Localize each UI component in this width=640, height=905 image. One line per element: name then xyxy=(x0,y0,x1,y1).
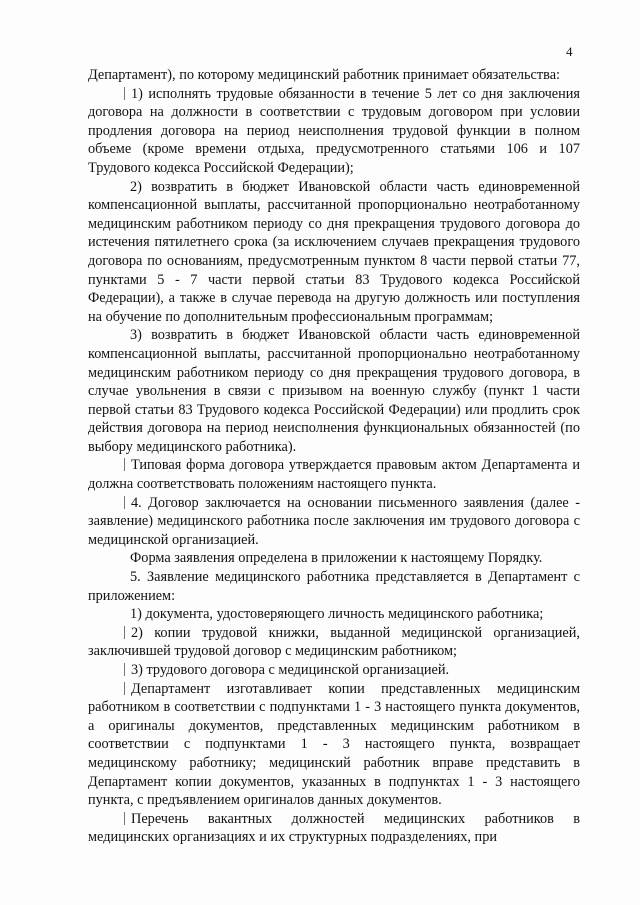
margin-mark xyxy=(124,626,125,639)
margin-mark xyxy=(124,458,125,471)
paragraph xyxy=(88,568,580,605)
document-body xyxy=(88,66,580,847)
paragraph xyxy=(88,178,580,327)
margin-mark xyxy=(124,496,125,509)
paragraph xyxy=(88,605,580,624)
paragraph xyxy=(88,680,580,810)
paragraph-text: 4. Договор заключается на основании письменного заявления (далее - заявление) медицинского работника после заключения им трудового договора с медицинской организацией. xyxy=(88,494,580,548)
paragraph-text: Перечень вакантных должностей медицинских работников в медицинских организациях и их структурных подразделениях, при xyxy=(88,810,580,846)
paragraph-text: Департамент), по которому медицинский работник принимает обязательства: xyxy=(88,67,561,83)
paragraph-text: 3) трудового договора с медицинской организацией. xyxy=(131,662,450,678)
paragraph-text: Типовая форма договора утверждается правовым актом Департамента и должна соответствовать положениям настоящего пункта. xyxy=(88,457,580,493)
paragraph xyxy=(88,494,580,550)
margin-mark xyxy=(124,87,125,100)
paragraph xyxy=(88,326,580,456)
paragraph-text: 2) возвратить в бюджет Ивановской области часть единовременной компенсационной выплаты, рассчитанной пропорционально неотработанному медицинским работником периоду со дня прекращения трудового договора до истечения пятилетнего срока (за исключением случаев прекращения трудового договора по основаниям, предусмотренным пунктом 8 части первой статьи 77, пунктами 5 - 7 части первой статьи 83 Трудового кодекса Российской Федерации), а также в случае перевода на другую должность или поступления на обучение по дополнительным профессиональным программам; xyxy=(88,178,580,325)
paragraph xyxy=(88,456,580,493)
margin-mark xyxy=(124,812,125,825)
paragraph xyxy=(88,66,580,85)
paragraph-text: Департамент изготавливает копии представленных медицинским работником в соответствии с подпунктами 1 - 3 настоящего пункта документов, а оригиналы документов, представленных медицинским работником в соответствии с подпунктами 1 - 3 настоящего пункта, возвращает медицинскому работнику; медицинский работник вправе представить в Департамент копии документов, указанных в подпунктах 1 - 3 настоящего пункта, с предъявлением оригиналов данных документов. xyxy=(88,680,580,809)
paragraph-text: 5. Заявление медицинского работника представляется в Департамент с приложением: xyxy=(88,569,580,604)
paragraph-text: 2) копии трудовой книжки, выданной медицинской организацией, заключившей трудовой договор с медицинским работником; xyxy=(88,624,580,660)
paragraph-text: 1) исполнять трудовые обязанности в течение 5 лет со дня заключения договора на должности в соответствии с трудовым договором при условии продления договора на период неисполнения трудовой функции в полном объеме (кроме времени отдыха, предусмотренного статьями 106 и 107 Трудового кодекса Российской Федерации); xyxy=(88,85,580,176)
margin-mark xyxy=(124,682,125,695)
paragraph-text: 1) документа, удостоверяющего личность медицинского работника; xyxy=(130,606,544,623)
paragraph-text: 3) возвратить в бюджет Ивановской области часть единовременной компенсационной выплаты, рассчитанной пропорционально неотработанному медицинским работником периоду со дня прекращения трудового договора, в случае увольнения в связи с призывом на военную службу (пункт 1 части первой статьи 83 Трудового кодекса Российской Федерации) или продлить срок действия договора на период неисполнения функциональных обязанностей (по выбору медицинского работника). xyxy=(88,327,580,455)
paragraph xyxy=(88,661,580,680)
paragraph xyxy=(88,810,580,847)
paragraph xyxy=(88,549,580,568)
paragraph xyxy=(88,85,580,178)
paragraph-text: Форма заявления определена в приложении к настоящему Порядку. xyxy=(130,550,543,567)
page-number: 4 xyxy=(566,44,573,59)
paragraph xyxy=(88,624,580,661)
margin-mark xyxy=(124,663,125,676)
